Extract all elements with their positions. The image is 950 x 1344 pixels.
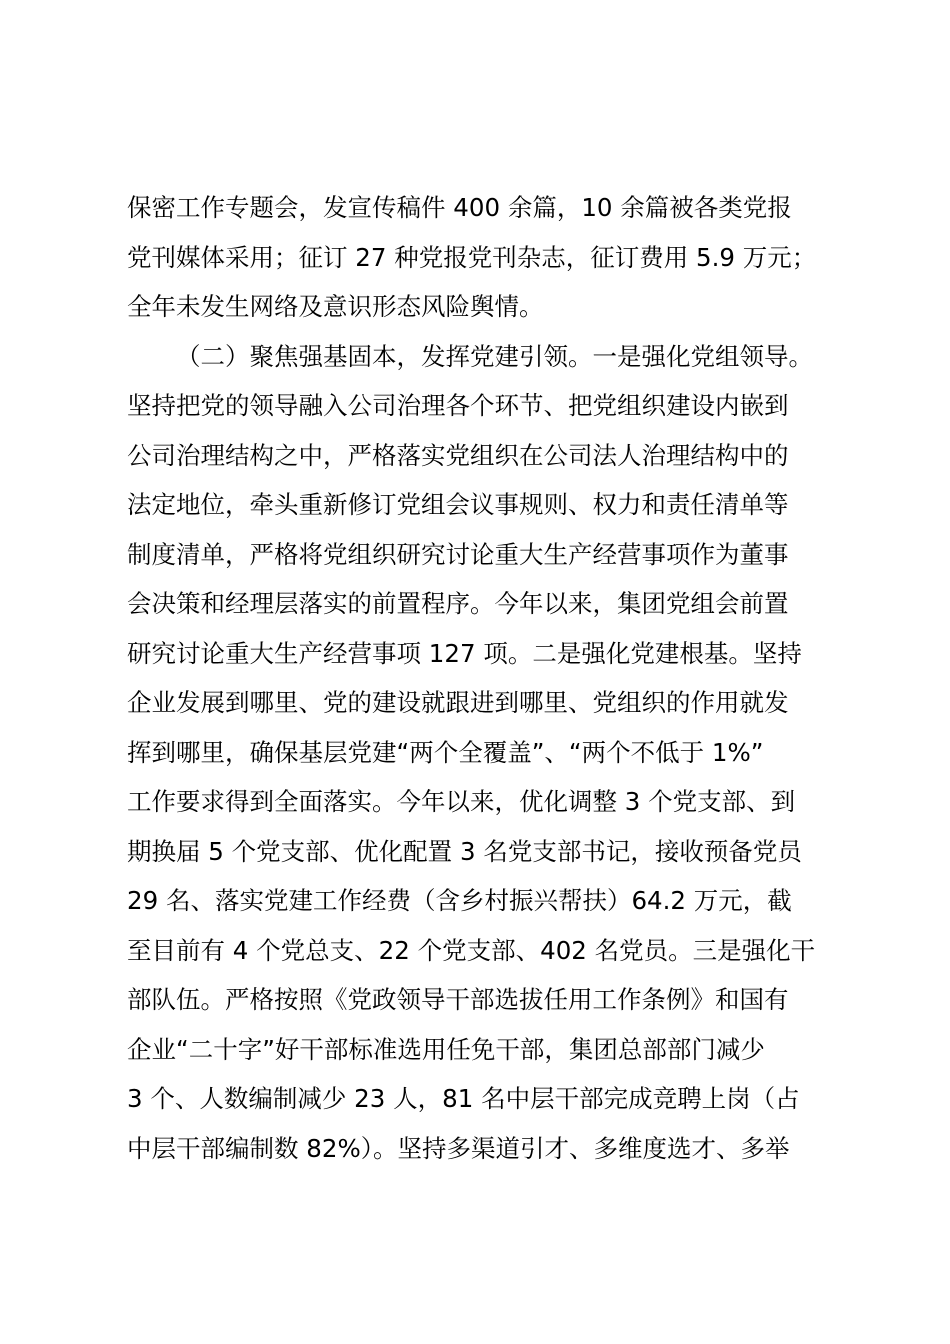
paragraph-line: 全年未发生网络及意识形态风险舆情。 [127,292,544,321]
paragraph-line: 工作要求得到全面落实。今年以来，优化调整 3 个党支部、到 [127,787,796,816]
paragraph-line: 坚持把党的领导融入公司治理各个环节、把党组织建设内嵌到 [127,391,789,420]
paragraph-line: 部队伍。严格按照《党政领导干部选拔任用工作条例》和国有 [127,985,789,1014]
section-heading-line: （二）聚焦强基固本，发挥党建引领。一是强化党组领导。 [176,342,813,371]
paragraph-line: 3 个、人数编制减少 23 人，81 名中层干部完成竞聘上岗（占 [127,1084,800,1113]
paragraph-line: 研究讨论重大生产经营事项 127 项。二是强化党建根基。坚持 [127,639,802,668]
paragraph-line: 保密工作专题会，发宣传稿件 400 余篇，10 余篇被各类党报 [127,193,792,222]
paragraph-line: 公司治理结构之中，严格落实党组织在公司法人治理结构中的 [127,441,789,470]
paragraph-line: 企业发展到哪里、党的建设就跟进到哪里、党组织的作用就发 [127,688,789,717]
paragraph-line: 挥到哪里，确保基层党建“两个全覆盖”、“两个不低于 1%” [127,738,764,767]
paragraph-line: 29 名、落实党建工作经费（含乡村振兴帮扶）64.2 万元，截 [127,886,792,915]
paragraph-line: 制度清单，严格将党组织研究讨论重大生产经营事项作为董事 [127,540,789,569]
paragraph-line: 党刊媒体采用；征订 27 种党报党刊杂志，征订费用 5.9 万元； [127,243,817,272]
paragraph-line: 会决策和经理层落实的前置程序。今年以来，集团党组会前置 [127,589,789,618]
paragraph-line: 中层干部编制数 82%）。坚持多渠道引才、多维度选才、多举 [127,1134,790,1163]
paragraph-line: 企业“二十字”好干部标准选用任免干部，集团总部部门减少 [127,1035,765,1064]
paragraph-line: 至目前有 4 个党总支、22 个党支部、402 名党员。三是强化干 [127,936,816,965]
paragraph-line: 期换届 5 个党支部、优化配置 3 名党支部书记，接收预备党员 [127,837,802,866]
paragraph-line: 法定地位，牵头重新修订党组会议事规则、权力和责任清单等 [127,490,789,519]
